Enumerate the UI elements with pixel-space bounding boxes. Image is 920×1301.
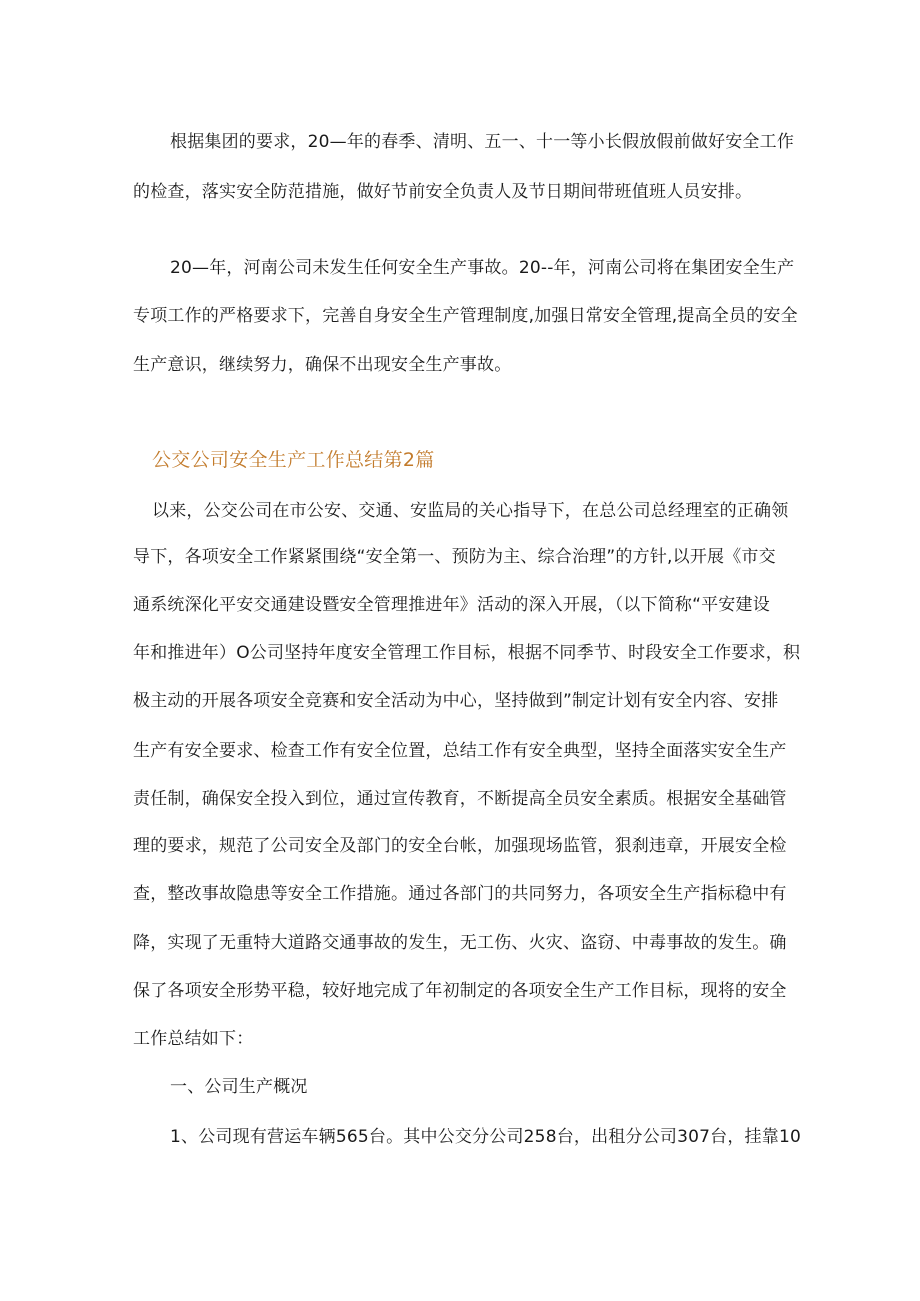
subheading-company-overview: 一、公司生产概况 <box>170 1077 308 1097</box>
paragraph-3-line-2: 导下，各项安全工作紧紧围绕“安全第一、预防为主、综合治理”的方针,以开展《市交 <box>133 547 776 567</box>
paragraph-1-line-2: 的检查，落实安全防范措施，做好节前安全负责人及节日期间带班值班人员安排。 <box>133 182 753 202</box>
paragraph-3-line-8: 理的要求，规范了公司安全及部门的安全台帐，加强现场监管，狠刹违章，开展安全检 <box>133 836 787 856</box>
paragraph-3-line-7: 责任制，确保安全投入到位，通过宣传教育，不断提高全员安全素质。根据安全基础管 <box>133 789 787 809</box>
paragraph-2-line-3: 生产意识，继续努力，确保不出现安全生产事故。 <box>133 355 512 375</box>
paragraph-2-line-2: 专项工作的严格要求下，完善自身安全生产管理制度,加强日常安全管理,提高全员的安全 <box>133 306 798 326</box>
paragraph-2-line-1: 20—年，河南公司未发生任何安全生产事故。20--年，河南公司将在集团安全生产 <box>170 258 795 278</box>
paragraph-3-line-1: 以来，公交公司在市公安、交通、安监局的关心指导下，在总公司总经理室的正确领 <box>152 501 789 521</box>
paragraph-3-line-6: 生产有安全要求、检查工作有安全位置，总结工作有安全典型，坚持全面落实安全生产 <box>133 741 787 761</box>
paragraph-3-line-12: 工作总结如下： <box>133 1029 254 1049</box>
paragraph-3-line-9: 查，整改事故隐患等安全工作措施。通过各部门的共同努力，各项安全生产指标稳中有 <box>133 884 787 904</box>
paragraph-3-line-3: 通系统深化平安交通建设暨安全管理推进年》活动的深入开展，（以下简称“平安建设 <box>133 595 770 615</box>
paragraph-3-line-5: 极主动的开展各项安全竞赛和安全活动为中心，坚持做到”制定计划有安全内容、安排 <box>133 691 779 711</box>
paragraph-3-line-10: 降，实现了无重特大道路交通事故的发生，无工伤、火灾、盗窃、中毒事故的发生。确 <box>133 933 787 953</box>
paragraph-3-line-4: 年和推进年）O公司坚持年度安全管理工作目标，根据不同季节、时段安全工作要求，积 <box>133 643 801 663</box>
section-heading: 公交公司安全生产工作总结第2篇 <box>152 449 435 471</box>
list-item-1: 1、公司现有营运车辆565台。其中公交分公司258台，出租分公司307台，挂靠10 <box>170 1127 801 1147</box>
paragraph-3-line-11: 保了各项安全形势平稳，较好地完成了年初制定的各项安全生产工作目标，现将的安全 <box>133 981 787 1001</box>
paragraph-1-line-1: 根据集团的要求，20—年的春季、清明、五一、十一等小长假放假前做好安全工作 <box>170 132 795 152</box>
